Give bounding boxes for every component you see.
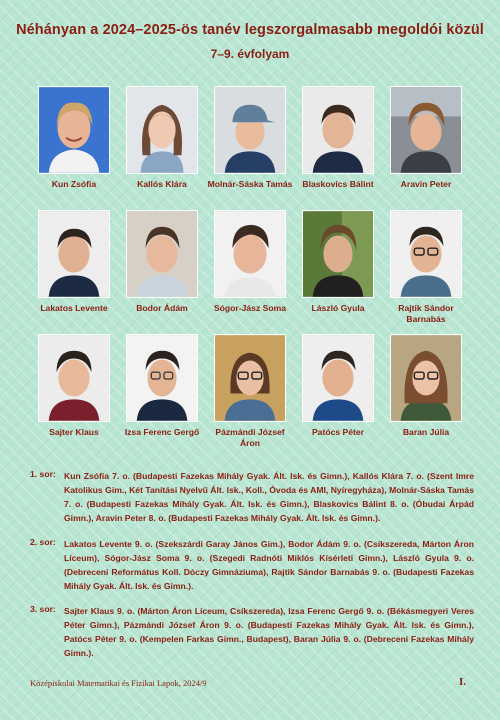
student-photo [214, 334, 286, 422]
row-text: Kun Zsófia 7. o. (Budapesti Fazekas Mihály Gyak. Ált. Isk. és Gimn.), Kallós Klára 7. o. (Szent Imre Katolikus Gim., Két Tanítási Nyelvű Ált. Isk., Koll., Óvoda és AMI, Nyíregyháza), Molnár-Sáska Tamás 7. o. (Budapesti Fazekas Mihály Gyak. Ált. Isk. és Gimn.), Blaskovics Bálint 8. o. (Óbudai Árpád Gimn.), Aravin Peter 8. o. (Budapesti Fazekas Mihály Gyak. Ált. Isk. és Gimn.). [64, 471, 474, 523]
student-name: Baran Júlia [402, 427, 450, 437]
student-photo [38, 334, 110, 422]
student-photo [126, 210, 198, 298]
student-card [382, 210, 470, 325]
page-title: Néhányan a 2024–2025-ös tanév legszorgalmasabb megoldói közül [16, 22, 484, 38]
student-name: László Gyula [311, 303, 365, 313]
student-card [30, 86, 118, 190]
page-subtitle: 7–9. évfolyam [210, 47, 290, 61]
student-card [294, 86, 382, 190]
student-card [206, 334, 294, 449]
student-card [206, 86, 294, 190]
student-photo [38, 86, 110, 174]
student-photo [38, 210, 110, 298]
student-card [118, 86, 206, 190]
student-photo [302, 86, 374, 174]
student-name: Molnár-Sáska Tamás [207, 179, 293, 189]
student-name: Blaskovics Bálint [302, 179, 374, 189]
journal-footer: Középiskolai Matematikai és Fizikai Lapok, 2024/9 [30, 678, 207, 688]
student-photo [126, 334, 198, 422]
row-text: Sajter Klaus 9. o. (Márton Áron Líceum, Csíkszereda), Izsa Ferenc Gergő 9. o. (Békásmegyeri Veres Péter Gimn.), Pázmándi József Áron 9. o. (Budapesti Fazekas Mihály Gyak. Ált. Isk. és Gimn.), Patócs Péter 9. o. (Kempelen Farkas Gimn., Budapest), Baran Júlia 9. o. (Debreceni Fazekas Mihály Gimn.). [64, 606, 474, 658]
student-name: Sajter Klaus [49, 427, 99, 437]
student-photo [390, 334, 462, 422]
student-name: Rajtik Sándor Barnabás [398, 303, 454, 324]
student-photo [214, 86, 286, 174]
student-name: Lakatos Levente [40, 303, 108, 313]
page-number: I. [458, 676, 466, 688]
student-photo [214, 210, 286, 298]
row-label: 1. sor: [30, 469, 56, 479]
student-photo [302, 334, 374, 422]
student-name: Kallós Klára [137, 179, 187, 189]
row-text: Lakatos Levente 9. o. (Szekszárdi Garay János Gim.), Bodor Ádám 9. o. (Csíkszereda, Márton Áron Líceum), Sógor-Jász Soma 9. o. (Szegedi Radnóti Miklós Kísérleti Gimn.), László Gyula 9. o. (Debreceni Református Koll. Dóczy Gimnáziuma), Rajtik Sándor Barnabás 9. o. (Budapesti Fazekas Mihály Gyak. Ált. Isk. és Gimn.). [64, 539, 474, 591]
student-name: Bodor Ádám [136, 303, 188, 313]
student-name: Sógor-Jász Soma [213, 303, 287, 313]
student-card [294, 210, 382, 314]
student-card [294, 334, 382, 438]
row-label: 3. sor: [30, 604, 56, 614]
student-card [30, 210, 118, 314]
student-photo [390, 86, 462, 174]
student-name: Aravin Peter [400, 179, 452, 189]
student-card [382, 334, 470, 438]
student-card [382, 86, 470, 190]
student-name: Patócs Péter [311, 427, 365, 437]
student-photo [390, 210, 462, 298]
student-name: Pázmándi József Áron [215, 427, 285, 448]
student-photo [302, 210, 374, 298]
student-card [118, 334, 206, 438]
student-name: Kun Zsófia [51, 179, 97, 189]
student-card [206, 210, 294, 314]
student-card [118, 210, 206, 314]
row-label: 2. sor: [30, 537, 56, 547]
student-card [30, 334, 118, 438]
student-name: Izsa Ferenc Gergő [124, 427, 200, 437]
student-photo [126, 86, 198, 174]
